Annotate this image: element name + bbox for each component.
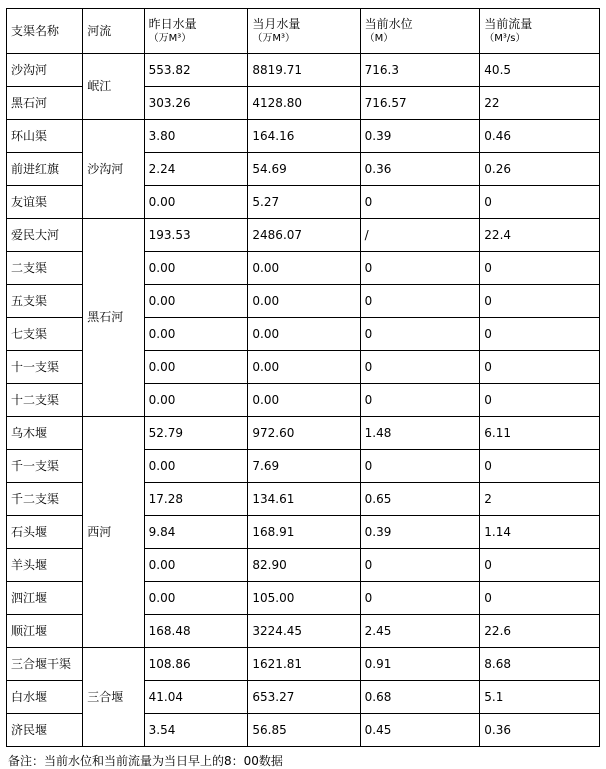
cell-month-volume: 105.00	[248, 582, 360, 615]
cell-current-flow: 0	[480, 549, 600, 582]
column-header-label: 当前水位	[364, 16, 413, 31]
cell-current-level: 0	[360, 186, 480, 219]
cell-yesterday-volume: 0.00	[144, 549, 248, 582]
cell-current-level: 0.65	[360, 483, 480, 516]
cell-river-name: 黑石河	[83, 219, 144, 417]
table-row	[7, 648, 600, 681]
cell-month-volume: 3224.45	[248, 615, 360, 648]
cell-current-flow: 2	[480, 483, 600, 516]
cell-yesterday-volume: 0.00	[144, 186, 248, 219]
column-header-4	[360, 9, 480, 54]
cell-current-level: 2.45	[360, 615, 480, 648]
cell-current-flow: 0	[480, 582, 600, 615]
cell-month-volume: 972.60	[248, 417, 360, 450]
column-header-unit: （万M³）	[252, 32, 296, 44]
cell-current-level: 0	[360, 318, 480, 351]
cell-yesterday-volume: 553.82	[144, 54, 248, 87]
cell-month-volume: 134.61	[248, 483, 360, 516]
table-body	[7, 54, 600, 747]
column-header-unit: （万M³）	[148, 32, 192, 44]
cell-yesterday-volume: 303.26	[144, 87, 248, 120]
cell-yesterday-volume: 0.00	[144, 318, 248, 351]
cell-current-level: 0	[360, 450, 480, 483]
cell-month-volume: 2486.07	[248, 219, 360, 252]
cell-current-flow: 22	[480, 87, 600, 120]
cell-current-flow: 1.14	[480, 516, 600, 549]
cell-current-flow: 0	[480, 318, 600, 351]
cell-yesterday-volume: 9.84	[144, 516, 248, 549]
cell-channel-name: 前进红旗	[7, 153, 83, 186]
column-header-label: 当前流量	[484, 16, 533, 31]
cell-current-flow: 0.26	[480, 153, 600, 186]
cell-yesterday-volume: 0.00	[144, 285, 248, 318]
column-header-0	[7, 9, 83, 54]
cell-yesterday-volume: 0.00	[144, 252, 248, 285]
cell-yesterday-volume: 3.80	[144, 120, 248, 153]
column-header-label: 河流	[87, 23, 112, 38]
column-header-2	[144, 9, 248, 54]
cell-channel-name: 济民堰	[7, 714, 83, 747]
cell-yesterday-volume: 193.53	[144, 219, 248, 252]
cell-current-flow: 0	[480, 252, 600, 285]
cell-current-flow: 0	[480, 351, 600, 384]
cell-channel-name: 石头堰	[7, 516, 83, 549]
cell-current-flow: 0	[480, 186, 600, 219]
cell-current-level: 1.48	[360, 417, 480, 450]
cell-channel-name: 羊头堰	[7, 549, 83, 582]
cell-current-level: 0	[360, 582, 480, 615]
cell-current-flow: 0.36	[480, 714, 600, 747]
cell-month-volume: 0.00	[248, 285, 360, 318]
cell-current-level: 0.39	[360, 516, 480, 549]
cell-channel-name: 千二支渠	[7, 483, 83, 516]
cell-current-level: 0	[360, 384, 480, 417]
cell-channel-name: 顺江堰	[7, 615, 83, 648]
column-header-label: 支渠名称	[11, 23, 60, 38]
cell-river-name: 沙沟河	[83, 120, 144, 219]
column-header-5	[480, 9, 600, 54]
table-row	[7, 219, 600, 252]
cell-yesterday-volume: 0.00	[144, 582, 248, 615]
cell-yesterday-volume: 0.00	[144, 384, 248, 417]
cell-channel-name: 泗江堰	[7, 582, 83, 615]
column-header-unit: （M³/s）	[484, 32, 526, 44]
cell-month-volume: 0.00	[248, 384, 360, 417]
cell-current-flow: 5.1	[480, 681, 600, 714]
cell-river-name: 三合堰	[83, 648, 144, 747]
cell-channel-name: 友谊渠	[7, 186, 83, 219]
table-header	[7, 9, 600, 54]
table-row	[7, 417, 600, 450]
cell-channel-name: 白水堰	[7, 681, 83, 714]
table-row	[7, 54, 600, 87]
cell-yesterday-volume: 17.28	[144, 483, 248, 516]
cell-yesterday-volume: 3.54	[144, 714, 248, 747]
cell-river-name: 西河	[83, 417, 144, 648]
cell-current-level: 0	[360, 252, 480, 285]
cell-month-volume: 0.00	[248, 252, 360, 285]
table-row	[7, 120, 600, 153]
cell-current-flow: 0	[480, 450, 600, 483]
cell-current-level: 0.45	[360, 714, 480, 747]
cell-channel-name: 十一支渠	[7, 351, 83, 384]
cell-month-volume: 8819.71	[248, 54, 360, 87]
header-row	[7, 9, 600, 54]
cell-month-volume: 5.27	[248, 186, 360, 219]
cell-month-volume: 56.85	[248, 714, 360, 747]
column-header-1	[83, 9, 144, 54]
cell-channel-name: 三合堰干渠	[7, 648, 83, 681]
cell-current-flow: 0	[480, 384, 600, 417]
cell-current-level: 716.57	[360, 87, 480, 120]
cell-month-volume: 54.69	[248, 153, 360, 186]
cell-channel-name: 十二支渠	[7, 384, 83, 417]
cell-current-flow: 8.68	[480, 648, 600, 681]
cell-channel-name: 环山渠	[7, 120, 83, 153]
cell-yesterday-volume: 168.48	[144, 615, 248, 648]
cell-current-level: 716.3	[360, 54, 480, 87]
column-header-label: 当月水量	[252, 16, 301, 31]
cell-yesterday-volume: 52.79	[144, 417, 248, 450]
cell-current-flow: 0.46	[480, 120, 600, 153]
cell-month-volume: 82.90	[248, 549, 360, 582]
cell-yesterday-volume: 0.00	[144, 450, 248, 483]
cell-current-level: 0	[360, 285, 480, 318]
cell-current-level: 0.68	[360, 681, 480, 714]
cell-month-volume: 0.00	[248, 351, 360, 384]
cell-channel-name: 二支渠	[7, 252, 83, 285]
column-header-3	[248, 9, 360, 54]
cell-month-volume: 168.91	[248, 516, 360, 549]
cell-current-level: 0	[360, 549, 480, 582]
column-header-unit: （M）	[364, 32, 394, 44]
cell-channel-name: 乌木堰	[7, 417, 83, 450]
cell-channel-name: 爱民大河	[7, 219, 83, 252]
column-header-label: 昨日水量	[148, 16, 197, 31]
cell-month-volume: 653.27	[248, 681, 360, 714]
cell-current-level: 0	[360, 351, 480, 384]
cell-month-volume: 4128.80	[248, 87, 360, 120]
cell-current-level: 0.91	[360, 648, 480, 681]
cell-current-level: 0.39	[360, 120, 480, 153]
cell-channel-name: 五支渠	[7, 285, 83, 318]
cell-month-volume: 7.69	[248, 450, 360, 483]
cell-current-flow: 40.5	[480, 54, 600, 87]
cell-yesterday-volume: 0.00	[144, 351, 248, 384]
cell-month-volume: 1621.81	[248, 648, 360, 681]
cell-channel-name: 千一支渠	[7, 450, 83, 483]
water-data-table	[6, 8, 600, 747]
cell-month-volume: 0.00	[248, 318, 360, 351]
cell-current-flow: 6.11	[480, 417, 600, 450]
cell-current-flow: 22.6	[480, 615, 600, 648]
cell-yesterday-volume: 2.24	[144, 153, 248, 186]
cell-current-flow: 0	[480, 285, 600, 318]
cell-yesterday-volume: 41.04	[144, 681, 248, 714]
cell-channel-name: 七支渠	[7, 318, 83, 351]
table-note: 备注：当前水位和当前流量为当日早上的8：00数据	[8, 754, 283, 768]
cell-current-flow: 22.4	[480, 219, 600, 252]
cell-current-level: /	[360, 219, 480, 252]
cell-month-volume: 164.16	[248, 120, 360, 153]
cell-current-level: 0.36	[360, 153, 480, 186]
cell-yesterday-volume: 108.86	[144, 648, 248, 681]
cell-channel-name: 黑石河	[7, 87, 83, 120]
cell-river-name: 岷江	[83, 54, 144, 120]
cell-channel-name: 沙沟河	[7, 54, 83, 87]
